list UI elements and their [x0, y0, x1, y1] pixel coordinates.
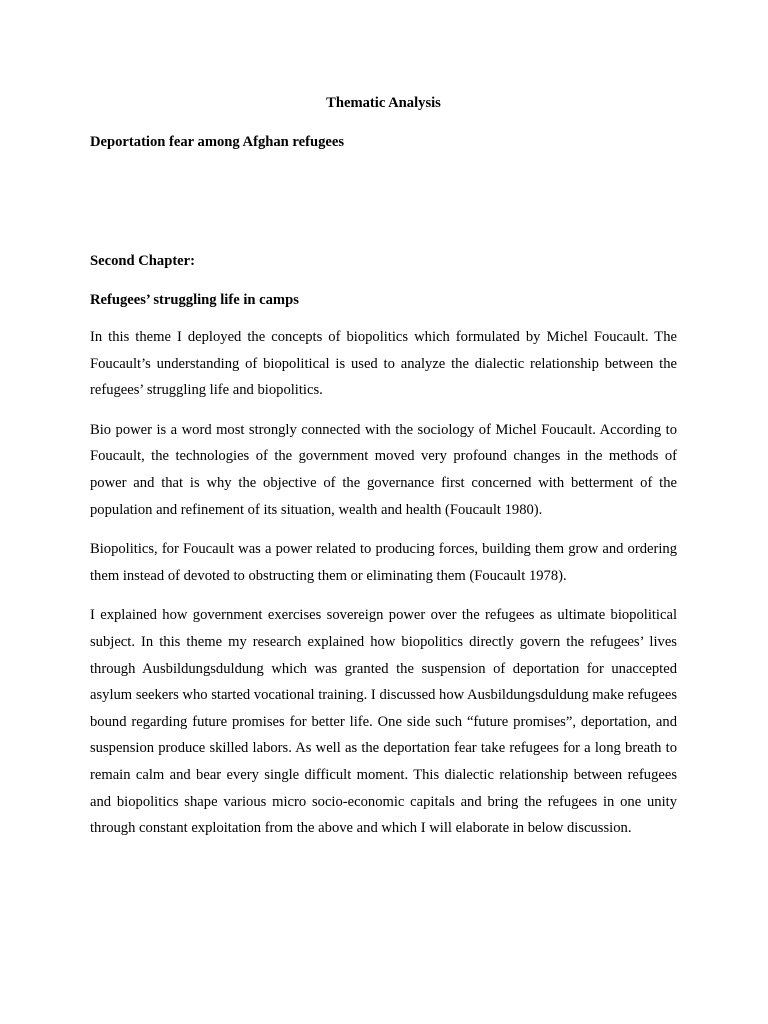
document-title: Thematic Analysis	[326, 95, 441, 111]
paragraph-1: In this theme I deployed the concepts of biopolitics which formulated by Michel Foucault. The Foucault’s understanding of biopolitical is used to analyze the dialectic relationship between the refugees’ struggling life and biopolitics.	[90, 329, 677, 399]
paragraph-3: Biopolitics, for Foucault was a power related to producing forces, building them grow and ordering them instead of devoted to obstructing them or eliminating them (Foucault 1978).	[90, 541, 677, 584]
document-subtitle: Deportation fear among Afghan refugees	[90, 134, 345, 150]
section-heading: Refugees’ struggling life in camps	[90, 292, 299, 308]
paragraph-2: Bio power is a word most strongly connected with the sociology of Michel Foucault. According to Foucault, the technologies of the government moved very profound changes in the methods of power and that is why the objective of the governance first concerned with betterment of the population and refinement of its situation, wealth and health (Foucault 1980).	[90, 421, 677, 518]
paragraph-4: I explained how government exercises sovereign power over the refugees as ultimate biopolitical subject. In this theme my research explained how biopolitics directly govern the refugees’ lives through Ausbildungsduldung which was granted the suspension of deportation for unaccepted asylum seekers who started vocational training. I discussed how Ausbildungsduldung make refugees bound regarding future promises for better life. One side such “future promises”, deportation, and suspension produce skilled labors. As well as the deportation fear take refugees for a long breath to remain calm and bear every single difficult moment. This dialectic relationship between refugees and biopolitics shape various micro socio-economic capitals and bring the refugees in one unity through constant exploitation from the above and which I will elaborate in below discussion.	[90, 607, 677, 837]
chapter-heading: Second Chapter:	[90, 253, 195, 269]
document-body	[90, 93, 677, 842]
